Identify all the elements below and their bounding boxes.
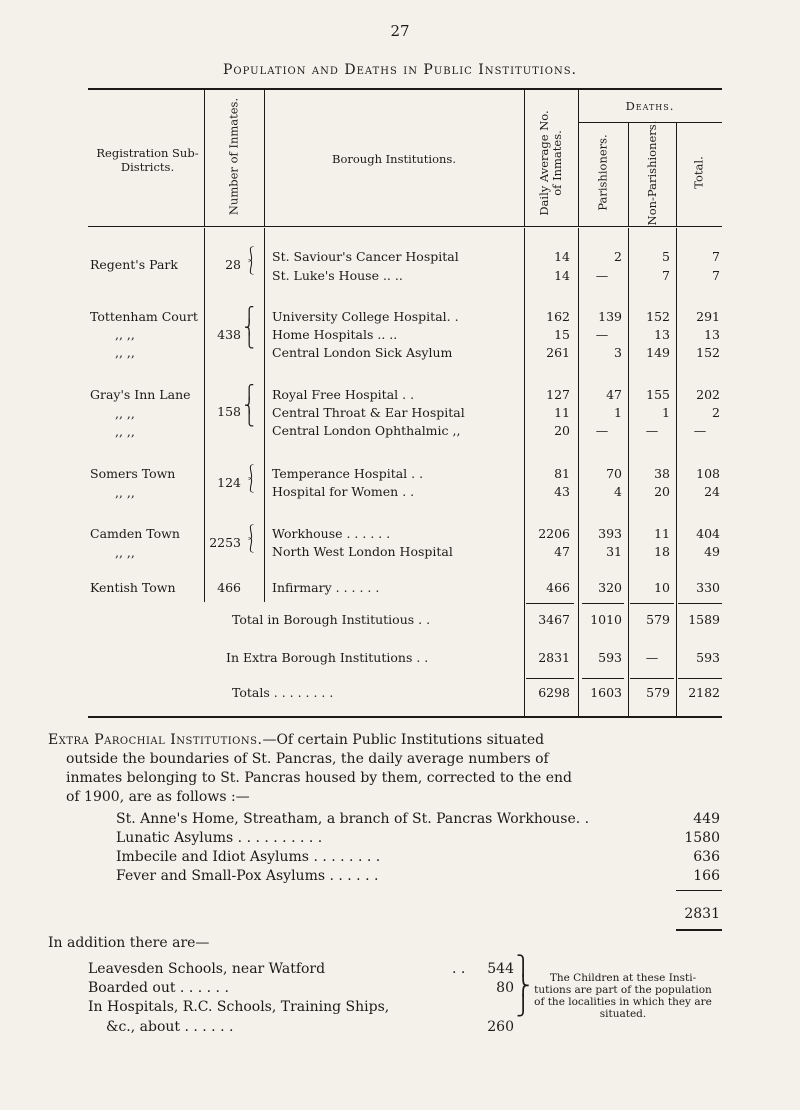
sum-rule bbox=[582, 603, 624, 604]
inmates-count: 438 bbox=[217, 327, 241, 342]
daily-avg: 43 bbox=[554, 484, 570, 499]
daily-avg: 81 bbox=[554, 466, 570, 481]
parishioners: — bbox=[595, 423, 609, 438]
total: — bbox=[693, 423, 707, 438]
sum-rule bbox=[526, 603, 574, 604]
addition-brace: ⎫ ⎬ ⎭ bbox=[516, 955, 531, 1017]
group-brace: ⎧ ⎨ ⎩ bbox=[244, 385, 255, 427]
header-district: Registration Sub-Districts. bbox=[96, 146, 199, 174]
district-ditto: ,, ,, bbox=[115, 485, 135, 500]
header-daily-avg: Daily Average No. of Inmates. bbox=[537, 110, 564, 216]
extra-heading: Extra Parochial Institutions. bbox=[48, 732, 263, 748]
institution-name: St. Luke's House .. .. bbox=[272, 268, 403, 283]
total: 13 bbox=[704, 327, 720, 342]
total-label: Total in Borough Institutious . . bbox=[232, 612, 431, 627]
extra-item-label: Fever and Small-Pox Asylums . . . . . . bbox=[116, 868, 379, 884]
non-parishioners: 579 bbox=[646, 685, 670, 700]
extra-item-label: St. Anne's Home, Streatham, a branch of St. Pancras Workhouse. . bbox=[116, 811, 590, 827]
non-parishioners: 13 bbox=[654, 327, 670, 342]
group-brace: ⎰ ⎱ bbox=[244, 465, 258, 494]
extra-item-label: Imbecile and Idiot Asylums . . . . . . . . bbox=[116, 849, 381, 865]
addition-item-label: &c., about . . . . . . bbox=[106, 1019, 234, 1035]
daily-avg: 162 bbox=[546, 309, 570, 324]
non-parishioners: 20 bbox=[654, 484, 670, 499]
total: 2 bbox=[712, 405, 720, 420]
institution-name: Hospital for Women . . bbox=[272, 484, 415, 499]
daily-avg: 47 bbox=[554, 544, 570, 559]
addition-item-label: Leavesden Schools, near Watford bbox=[88, 961, 326, 977]
addition-item-value: 260 bbox=[487, 1019, 514, 1035]
daily-avg: 3467 bbox=[538, 612, 570, 627]
inmates-count: 124 bbox=[217, 475, 241, 490]
daily-avg: 6298 bbox=[538, 685, 570, 700]
extra-intro-line: outside the boundaries of St. Pancras, the daily average numbers of bbox=[66, 751, 549, 767]
parishioners: 593 bbox=[598, 650, 622, 665]
addition-item-label: In Hospitals, R.C. Schools, Training Ships, bbox=[88, 999, 390, 1015]
parishioners: 139 bbox=[598, 309, 622, 324]
total: 404 bbox=[696, 526, 720, 541]
total-label: Totals . . . . . . . . bbox=[232, 685, 334, 700]
total: 2182 bbox=[688, 685, 720, 700]
sum-rule bbox=[678, 678, 722, 679]
sum-rule bbox=[630, 678, 674, 679]
daily-avg: 466 bbox=[546, 580, 570, 595]
group-brace: ⎰ ⎱ bbox=[244, 247, 258, 276]
institution-name: St. Saviour's Cancer Hospital bbox=[272, 249, 459, 264]
district-ditto: ,, ,, bbox=[115, 545, 135, 560]
extra-item-value: 636 bbox=[693, 849, 720, 865]
district-name: Camden Town bbox=[90, 526, 180, 541]
institution-name: Royal Free Hospital . . bbox=[272, 387, 415, 402]
extra-item-value: 449 bbox=[693, 811, 720, 827]
total: 330 bbox=[696, 580, 720, 595]
col-line bbox=[524, 228, 525, 716]
page-number: 27 bbox=[390, 22, 410, 40]
non-parishioners: — bbox=[645, 650, 659, 665]
parishioners: 1010 bbox=[590, 612, 622, 627]
daily-avg: 2206 bbox=[538, 526, 570, 541]
header-total: Total. bbox=[691, 156, 706, 189]
district-name: Tottenham Court bbox=[90, 309, 198, 324]
parishioners: — bbox=[595, 268, 609, 283]
district-ditto: ,, ,, bbox=[115, 327, 135, 342]
parishioners: 393 bbox=[598, 526, 622, 541]
daily-avg: 2831 bbox=[538, 650, 570, 665]
col-line bbox=[524, 90, 525, 226]
col-line bbox=[676, 228, 677, 716]
col-line bbox=[578, 228, 579, 716]
institution-name: Temperance Hospital . . bbox=[272, 466, 424, 481]
sum-rule bbox=[526, 678, 574, 679]
addition-heading: In addition there are— bbox=[48, 935, 210, 951]
parishioners: 3 bbox=[614, 345, 622, 360]
parishioners: 1 bbox=[614, 405, 622, 420]
sum-rule bbox=[630, 603, 674, 604]
daily-avg: 127 bbox=[546, 387, 570, 402]
parishioners: 320 bbox=[598, 580, 622, 595]
sum-rule bbox=[678, 603, 722, 604]
extra-item-value: 166 bbox=[693, 868, 720, 884]
non-parishioners: 155 bbox=[646, 387, 670, 402]
sum-rule bbox=[582, 678, 624, 679]
institution-name: Central Throat & Ear Hospital bbox=[272, 405, 465, 420]
non-parishioners: 5 bbox=[662, 249, 670, 264]
inmates-count: 466 bbox=[217, 580, 241, 595]
non-parishioners: 1 bbox=[662, 405, 670, 420]
total: 108 bbox=[696, 466, 720, 481]
table-top-rule bbox=[88, 88, 722, 90]
extra-intro-line: inmates belonging to St. Pancras housed by them, corrected to the end bbox=[66, 770, 573, 786]
total: 24 bbox=[704, 484, 720, 499]
institution-name: Workhouse . . . . . . bbox=[272, 526, 391, 541]
daily-avg: 15 bbox=[554, 327, 570, 342]
parishioners: 1603 bbox=[590, 685, 622, 700]
institution-name: Central London Ophthalmic ,, bbox=[272, 423, 461, 438]
addition-item-dots: . . bbox=[452, 961, 466, 977]
non-parishioners: 38 bbox=[654, 466, 670, 481]
district-ditto: ,, ,, bbox=[115, 406, 135, 421]
extra-sum-rule bbox=[676, 890, 722, 891]
parishioners: 70 bbox=[606, 466, 622, 481]
total: 152 bbox=[696, 345, 720, 360]
total: 593 bbox=[696, 650, 720, 665]
extra-item-label: Lunatic Asylums . . . . . . . . . . bbox=[116, 830, 323, 846]
col-line bbox=[628, 123, 629, 226]
daily-avg: 14 bbox=[554, 268, 570, 283]
extra-paragraph-first-line bbox=[48, 732, 544, 748]
total: 7 bbox=[712, 249, 720, 264]
non-parishioners: — bbox=[645, 423, 659, 438]
institution-name: Central London Sick Asylum bbox=[272, 345, 453, 360]
non-parishioners: 7 bbox=[662, 268, 670, 283]
daily-avg: 14 bbox=[554, 249, 570, 264]
district-ditto: ,, ,, bbox=[115, 345, 135, 360]
total-label: In Extra Borough Institutions . . bbox=[226, 650, 429, 665]
parishioners: 4 bbox=[614, 484, 622, 499]
parishioners: 2 bbox=[614, 249, 622, 264]
col-line bbox=[204, 90, 205, 226]
header-inmates: Number of Inmates. bbox=[226, 97, 241, 216]
addition-item-label: Boarded out . . . . . . bbox=[88, 980, 229, 996]
non-parishioners: 11 bbox=[654, 526, 670, 541]
col-line bbox=[676, 123, 677, 226]
non-parishioners: 579 bbox=[646, 612, 670, 627]
header-deaths: Deaths. bbox=[625, 99, 675, 113]
non-parishioners: 152 bbox=[646, 309, 670, 324]
header-non-parishioners: Non-Parishioners. bbox=[645, 120, 659, 226]
total: 202 bbox=[696, 387, 720, 402]
inmates-count: 158 bbox=[217, 404, 241, 419]
institution-name: University College Hospital. . bbox=[272, 309, 459, 324]
col-line bbox=[628, 228, 629, 716]
group-brace: ⎧ ⎨ ⎩ bbox=[244, 307, 255, 349]
page-title: Population and Deaths in Public Institutions. bbox=[222, 62, 578, 78]
district-ditto: ,, ,, bbox=[115, 424, 135, 439]
total: 7 bbox=[712, 268, 720, 283]
parishioners: 47 bbox=[606, 387, 622, 402]
institution-name: Infirmary . . . . . . bbox=[272, 580, 380, 595]
table-bottom-rule bbox=[88, 716, 722, 718]
total: 1589 bbox=[688, 612, 720, 627]
non-parishioners: 10 bbox=[654, 580, 670, 595]
district-name: Somers Town bbox=[90, 466, 176, 481]
parishioners: — bbox=[595, 327, 609, 342]
inmates-count: 28 bbox=[225, 257, 241, 272]
extra-total: 2831 bbox=[684, 906, 720, 922]
addition-item-value: 80 bbox=[496, 980, 514, 996]
parishioners: 31 bbox=[606, 544, 622, 559]
addition-item-value: 544 bbox=[487, 961, 514, 977]
inmates-count: 2253 bbox=[209, 535, 241, 550]
district-name: Kentish Town bbox=[90, 580, 176, 595]
district-name: Regent's Park bbox=[90, 257, 178, 272]
institution-name: Home Hospitals .. .. bbox=[272, 327, 398, 342]
col-line bbox=[264, 228, 265, 602]
addition-note: The Children at these Insti- tutions are part of the population of the localities in which they are situated. bbox=[534, 972, 712, 1020]
daily-avg: 261 bbox=[546, 345, 570, 360]
daily-avg: 11 bbox=[554, 405, 570, 420]
daily-avg: 20 bbox=[554, 423, 570, 438]
total: 49 bbox=[704, 544, 720, 559]
extra-item-value: 1580 bbox=[684, 830, 720, 846]
extra-intro-line: —Of certain Public Institutions situated bbox=[262, 732, 545, 748]
non-parishioners: 18 bbox=[654, 544, 670, 559]
extra-intro-line: of 1900, are as follows :— bbox=[66, 789, 250, 805]
non-parishioners: 149 bbox=[646, 345, 670, 360]
extra-total-rule bbox=[676, 929, 722, 931]
group-brace: ⎰ ⎱ bbox=[244, 525, 258, 554]
institution-name: North West London Hospital bbox=[272, 544, 453, 559]
table-header-rule bbox=[88, 226, 722, 227]
total: 291 bbox=[696, 309, 720, 324]
district-name: Gray's Inn Lane bbox=[90, 387, 191, 402]
header-parishioners: Parishioners. bbox=[595, 134, 610, 211]
header-institutions: Borough Institutions. bbox=[332, 152, 456, 166]
